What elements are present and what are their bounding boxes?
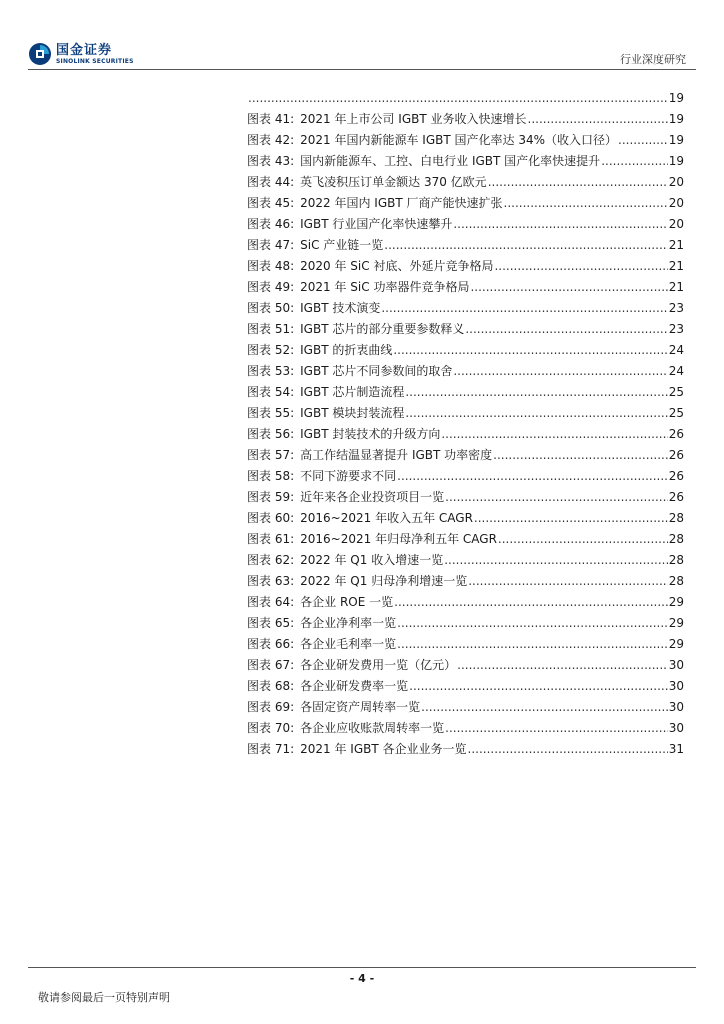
toc-figure-number: 图表 63: xyxy=(247,574,295,588)
toc-figure-title: 2021 年 SiC 功率器件竞争格局 xyxy=(300,280,470,294)
footer-divider xyxy=(28,967,696,968)
toc-figure-number: 图表 51: xyxy=(247,322,295,336)
toc-figure-title: IGBT 芯片制造流程 xyxy=(300,385,405,399)
toc-figure-number: 图表 56: xyxy=(247,427,295,441)
toc-figure-title: 各企业应收账款周转率一览 xyxy=(300,721,445,735)
toc-leader-dots xyxy=(470,277,667,298)
toc-page-number: 29 xyxy=(668,637,684,651)
toc-page-number: 30 xyxy=(668,658,684,672)
toc-page-number: 30 xyxy=(668,679,684,693)
toc-figure-title: 2022 年 Q1 归母净利增速一览 xyxy=(300,574,468,588)
toc-figure-number: 图表 68: xyxy=(247,679,295,693)
toc-page-number: 26 xyxy=(668,448,684,462)
toc-leader-dots xyxy=(504,193,668,214)
page-header xyxy=(0,0,724,72)
toc-page-number: 26 xyxy=(668,490,684,504)
toc-entry[interactable] xyxy=(247,214,684,235)
toc-figure-title: 近年来各企业投资项目一览 xyxy=(300,490,445,504)
company-logo xyxy=(28,40,134,68)
toc-leader-dots xyxy=(453,361,667,382)
toc-entry[interactable] xyxy=(247,403,684,424)
toc-leader-dots xyxy=(393,340,667,361)
toc-entry[interactable] xyxy=(247,613,684,634)
toc-entry[interactable] xyxy=(247,571,684,592)
toc-page-number: 19 xyxy=(668,154,684,168)
toc-page-number: 19 xyxy=(668,133,684,147)
toc-figure-number: 图表 62: xyxy=(247,553,295,567)
toc-leader-dots xyxy=(384,235,667,256)
toc-entry[interactable] xyxy=(247,697,684,718)
toc-page-number: 24 xyxy=(668,364,684,378)
toc-entry[interactable] xyxy=(247,382,684,403)
toc-leader-dots xyxy=(405,382,667,403)
toc-leader-dots xyxy=(445,487,668,508)
toc-figure-title: 2020 年 SiC 衬底、外延片竞争格局 xyxy=(300,259,494,273)
toc-figure-title: IGBT 模块封装流程 xyxy=(300,406,405,420)
toc-entry[interactable] xyxy=(247,88,684,109)
toc-leader-dots xyxy=(465,319,667,340)
toc-page-number: 30 xyxy=(668,700,684,714)
toc-figure-title: 各企业研发费用一览（亿元） xyxy=(300,658,457,672)
toc-figure-title: IGBT 封装技术的升级方向 xyxy=(300,427,441,441)
toc-entry[interactable] xyxy=(247,676,684,697)
toc-figure-number: 图表 65: xyxy=(247,616,295,630)
toc-leader-dots xyxy=(528,109,668,130)
toc-figure-title: IGBT 芯片的部分重要参数释义 xyxy=(300,322,465,336)
toc-leader-dots xyxy=(601,151,668,172)
toc-entry[interactable] xyxy=(247,508,684,529)
toc-figure-number: 图表 53: xyxy=(247,364,295,378)
toc-figure-number: 图表 55: xyxy=(247,406,295,420)
logo-english-name: SINOLINK SECURITIES xyxy=(56,57,134,65)
toc-entry[interactable] xyxy=(247,487,684,508)
toc-page-number: 20 xyxy=(668,217,684,231)
toc-figure-title: IGBT 技术演变 xyxy=(300,301,381,315)
toc-entry[interactable] xyxy=(247,319,684,340)
toc-page-number: 30 xyxy=(668,721,684,735)
toc-page-number: 26 xyxy=(668,469,684,483)
toc-figure-number: 图表 66: xyxy=(247,637,295,651)
toc-leader-dots xyxy=(397,634,668,655)
logo-mark-icon xyxy=(28,42,52,66)
toc-page-number: 25 xyxy=(668,385,684,399)
toc-page-number: 31 xyxy=(668,742,684,756)
toc-leader-dots xyxy=(381,298,667,319)
toc-leader-dots xyxy=(453,214,667,235)
toc-entry[interactable] xyxy=(247,739,684,760)
toc-figure-title: 2022 年 Q1 收入增速一览 xyxy=(300,553,444,567)
toc-figure-number: 图表 67: xyxy=(247,658,295,672)
toc-figure-title: 国内新能源车、工控、白电行业 IGBT 国产化率快速提升 xyxy=(300,154,601,168)
toc-page-number: 28 xyxy=(668,511,684,525)
toc-page-number: 28 xyxy=(668,574,684,588)
toc-page-number: 23 xyxy=(668,301,684,315)
toc-figure-title: 各企业研发费率一览 xyxy=(300,679,409,693)
page-number: - 4 - xyxy=(349,972,375,985)
toc-figure-title: 2021 年上市公司 IGBT 业务收入快速增长 xyxy=(300,112,527,126)
toc-entry[interactable] xyxy=(247,718,684,739)
toc-leader-dots xyxy=(493,445,668,466)
toc-entry[interactable] xyxy=(247,277,684,298)
toc-figure-number: 图表 64: xyxy=(247,595,295,609)
toc-figure-title: SiC 产业链一览 xyxy=(300,238,384,252)
toc-entry[interactable] xyxy=(247,256,684,277)
toc-figure-number: 图表 57: xyxy=(247,448,295,462)
toc-figure-title: 英飞凌积压订单金额达 370 亿欧元 xyxy=(300,175,487,189)
toc-entry[interactable] xyxy=(247,130,684,151)
toc-figure-number: 图表 70: xyxy=(247,721,295,735)
toc-leader-dots xyxy=(468,571,668,592)
toc-figure-number: 图表 61: xyxy=(247,532,295,546)
toc-figure-title: IGBT 芯片不同参数间的取舍 xyxy=(300,364,453,378)
toc-page-number: 28 xyxy=(668,532,684,546)
toc-entry[interactable] xyxy=(247,361,684,382)
toc-leader-dots xyxy=(405,403,667,424)
toc-entry[interactable] xyxy=(247,172,684,193)
toc-leader-dots xyxy=(457,655,668,676)
toc-entry[interactable] xyxy=(247,109,684,130)
toc-entry[interactable] xyxy=(247,466,684,487)
toc-figure-number: 图表 49: xyxy=(247,280,295,294)
toc-leader-dots xyxy=(618,130,668,151)
toc-leader-dots xyxy=(248,88,668,109)
toc-figure-number: 图表 43: xyxy=(247,154,295,168)
toc-page-number: 28 xyxy=(668,553,684,567)
toc-figure-title: IGBT 的折衷曲线 xyxy=(300,343,393,357)
toc-figure-title: 各企业毛利率一览 xyxy=(300,637,397,651)
toc-leader-dots xyxy=(397,613,668,634)
toc-figure-number: 图表 59: xyxy=(247,490,295,504)
toc-leader-dots xyxy=(468,739,668,760)
toc-entry[interactable] xyxy=(247,193,684,214)
header-divider xyxy=(28,69,696,70)
toc-page-number: 20 xyxy=(668,196,684,210)
toc-entry[interactable] xyxy=(247,340,684,361)
logo-chinese-name: 国金证券 xyxy=(56,42,113,58)
toc-leader-dots xyxy=(488,172,668,193)
toc-entry[interactable] xyxy=(247,634,684,655)
toc-figure-number: 图表 46: xyxy=(247,217,295,231)
toc-page-number: 19 xyxy=(668,112,684,126)
toc-leader-dots xyxy=(445,718,668,739)
toc-figure-title: 高工作结温显著提升 IGBT 功率密度 xyxy=(300,448,493,462)
toc-entry[interactable] xyxy=(247,235,684,256)
toc-leader-dots xyxy=(444,550,668,571)
toc-page-number: 21 xyxy=(668,259,684,273)
toc-entry[interactable] xyxy=(247,298,684,319)
toc-figure-number: 图表 47: xyxy=(247,238,295,252)
toc-figure-title: 各企业净利率一览 xyxy=(300,616,397,630)
toc-figure-number: 图表 45: xyxy=(247,196,295,210)
toc-figure-title: 2016~2021 年归母净利五年 CAGR xyxy=(300,532,497,546)
toc-figure-title: 2016~2021 年收入五年 CAGR xyxy=(300,511,473,525)
toc-leader-dots xyxy=(394,592,668,613)
toc-entry[interactable] xyxy=(247,529,684,550)
toc-figure-number: 图表 48: xyxy=(247,259,295,273)
toc-leader-dots xyxy=(498,529,668,550)
table-of-figures xyxy=(247,88,684,760)
toc-entry[interactable] xyxy=(247,592,684,613)
toc-figure-title: IGBT 行业国产化率快速攀升 xyxy=(300,217,453,231)
toc-figure-number: 图表 71: xyxy=(247,742,295,756)
toc-figure-number: 图表 41: xyxy=(247,112,295,126)
toc-figure-number: 图表 42: xyxy=(247,133,295,147)
toc-entry[interactable] xyxy=(247,550,684,571)
toc-figure-number: 图表 44: xyxy=(247,175,295,189)
toc-figure-number: 图表 69: xyxy=(247,700,295,714)
toc-entry[interactable] xyxy=(247,424,684,445)
report-section-title: 行业深度研究 xyxy=(620,53,686,66)
toc-leader-dots xyxy=(441,424,667,445)
toc-figure-title: 2021 年国内新能源车 IGBT 国产化率达 34%（收入口径） xyxy=(300,133,618,147)
toc-entry[interactable] xyxy=(247,655,684,676)
toc-figure-number: 图表 50: xyxy=(247,301,295,315)
toc-page-number: 20 xyxy=(668,175,684,189)
toc-figure-title: 不同下游要求不同 xyxy=(300,469,397,483)
toc-leader-dots xyxy=(409,676,668,697)
toc-page-number: 19 xyxy=(668,91,684,105)
toc-figure-title: 2022 年国内 IGBT 厂商产能快速扩张 xyxy=(300,196,503,210)
toc-page-number: 25 xyxy=(668,406,684,420)
toc-figure-title: 2021 年 IGBT 各企业业务一览 xyxy=(300,742,467,756)
toc-page-number: 23 xyxy=(668,322,684,336)
toc-figure-number: 图表 58: xyxy=(247,469,295,483)
toc-figure-title: 各固定资产周转率一览 xyxy=(300,700,421,714)
toc-page-number: 29 xyxy=(668,616,684,630)
toc-figure-title: 各企业 ROE 一览 xyxy=(300,595,394,609)
toc-page-number: 21 xyxy=(668,238,684,252)
toc-leader-dots xyxy=(494,256,667,277)
toc-figure-number: 图表 54: xyxy=(247,385,295,399)
toc-page-number: 26 xyxy=(668,427,684,441)
toc-page-number: 24 xyxy=(668,343,684,357)
toc-leader-dots xyxy=(397,466,668,487)
toc-page-number: 29 xyxy=(668,595,684,609)
toc-leader-dots xyxy=(474,508,668,529)
toc-leader-dots xyxy=(421,697,668,718)
toc-entry[interactable] xyxy=(247,151,684,172)
toc-figure-number: 图表 52: xyxy=(247,343,295,357)
toc-figure-number: 图表 60: xyxy=(247,511,295,525)
disclaimer-text: 敬请参阅最后一页特别声明 xyxy=(38,991,170,1004)
toc-entry[interactable] xyxy=(247,445,684,466)
toc-page-number: 21 xyxy=(668,280,684,294)
